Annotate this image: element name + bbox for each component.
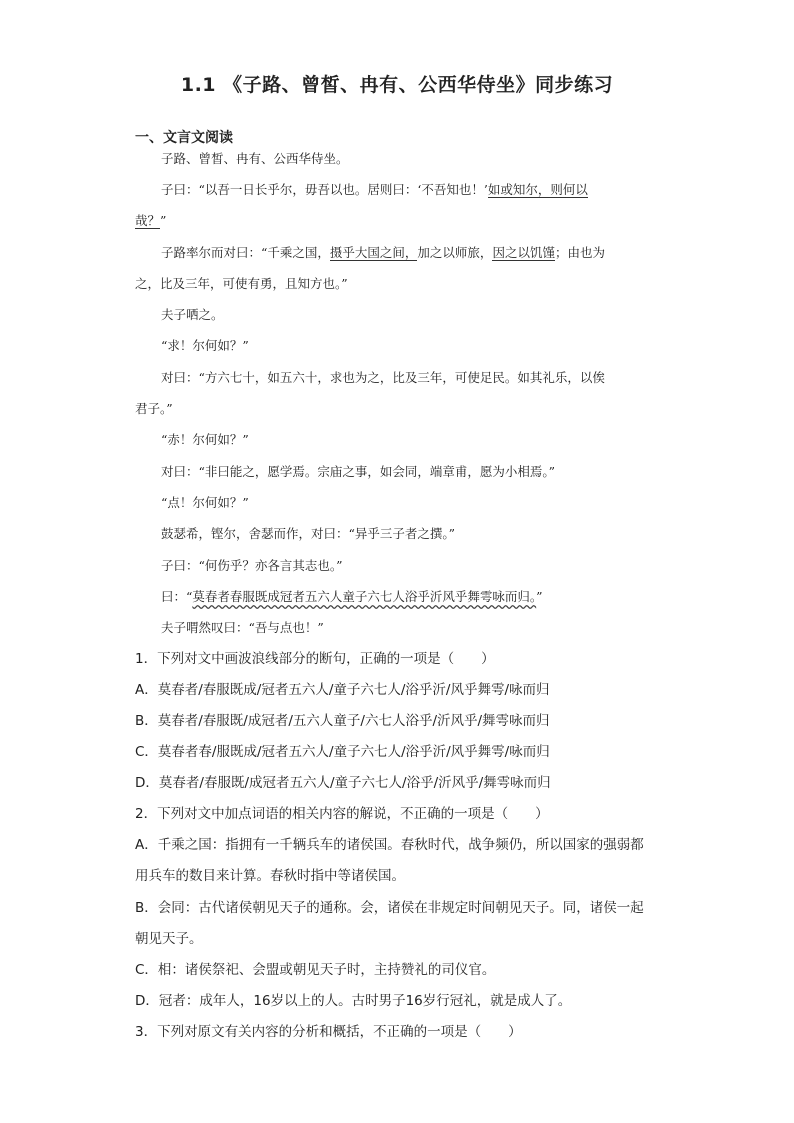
passage-line: 子路率尔而对曰：“千乘之国，摄乎大国之间，加之以师旅，因之以饥馑；由也为 — [161, 245, 605, 260]
passage-line: 君子。” — [135, 401, 173, 416]
question-2-option-a-cont: 用兵车的数目来计算。春秋时指中等诸侯国。 — [135, 868, 405, 884]
passage-line: 子路、曾皙、冉有、公西华侍坐。 — [161, 151, 349, 166]
page-title: 1.1 《子路、曾皙、冉有、公西华侍坐》同步练习 — [180, 74, 614, 96]
passage-line: 鼓瑟希，铿尔，舍瑟而作，对曰：“异乎三子者之撰。” — [161, 526, 456, 541]
passage-line: 对曰：“非曰能之，愿学焉。宗庙之事，如会同，端章甫，愿为小相焉。” — [161, 464, 556, 479]
passage-line: 曰：“莫春者春服既成冠者五六人童子六七人浴乎沂风乎舞雩咏而归。” — [161, 589, 543, 604]
question-2-option-b-cont: 朝见天子。 — [135, 931, 203, 947]
question-2-option-d: D．冠者：成年人，16岁以上的人。古时男子16岁行冠礼，就是成人了。 — [135, 993, 572, 1009]
passage-line: 夫子喟然叹曰：“吾与点也！” — [161, 620, 324, 635]
passage-line: 子曰：“何伤乎？亦各言其志也。” — [161, 558, 343, 573]
section-heading: 一、文言文阅读 — [135, 130, 233, 146]
question-1-option-d: D．莫春者/春服既/成冠者五六人/童子六七人/浴乎/沂风乎/舞雩咏而归 — [135, 775, 551, 791]
underlined-phrase: 哉？ — [135, 213, 161, 228]
question-1-option-a: A．莫春者/春服既成/冠者五六人/童子六七人/浴乎沂/风乎舞雩/咏而归 — [135, 682, 550, 698]
underlined-phrase: 因之以饥馑 — [492, 245, 555, 260]
passage-line: 之，比及三年，可使有勇，且知方也。” — [135, 276, 348, 291]
question-2-option-c: C．相：诸侯祭祀、会盟或朝见天子时，主持赞礼的司仪官。 — [135, 962, 496, 978]
underlined-phrase: 摄乎大国之间， — [329, 245, 418, 260]
passage-line: 子曰：“以吾一日长乎尔，毋吾以也。居则曰：‘不吾知也！’如或知尔，则何以 — [161, 182, 588, 197]
question-1: 1．下列对文中画波浪线部分的断句，正确的一项是（ ） — [135, 651, 495, 667]
passage-line: 对曰：“方六七十，如五六十，求也为之，比及三年，可使足民。如其礼乐，以俟 — [161, 370, 605, 385]
question-1-option-c: C．莫春者春/服既成/冠者五六人/童子六七人/浴乎沂/风乎舞雩/咏而归 — [135, 744, 550, 760]
question-2: 2．下列对文中加点词语的相关内容的解说，不正确的一项是（ ） — [135, 806, 549, 822]
question-3: 3．下列对原文有关内容的分析和概括，不正确的一项是（ ） — [135, 1024, 522, 1040]
passage-line: 夫子哂之。 — [161, 307, 224, 322]
question-1-option-b: B．莫春者/春服既/成冠者/五六人童子/六七人浴乎/沂风乎/舞雩咏而归 — [135, 713, 550, 729]
passage-line: 哉？” — [135, 213, 167, 228]
passage-line: “点！尔何如？” — [161, 495, 249, 510]
wavy-underlined-sentence: 莫春者春服既成冠者五六人童子六七人浴乎沂风乎舞雩咏而归。 — [192, 589, 537, 604]
passage-line: “赤！尔何如？” — [161, 432, 249, 447]
passage-line: “求！尔何如？” — [161, 338, 249, 353]
underlined-phrase: 如或知尔，则何以 — [487, 182, 588, 197]
question-2-option-b: B．会同：古代诸侯朝见天子的通称。会，诸侯在非规定时间朝见天子。同，诸侯一起 — [135, 900, 644, 916]
question-2-option-a: A．千乘之国：指拥有一千辆兵车的诸侯国。春秋时代，战争频仍，所以国家的强弱都 — [135, 837, 644, 853]
